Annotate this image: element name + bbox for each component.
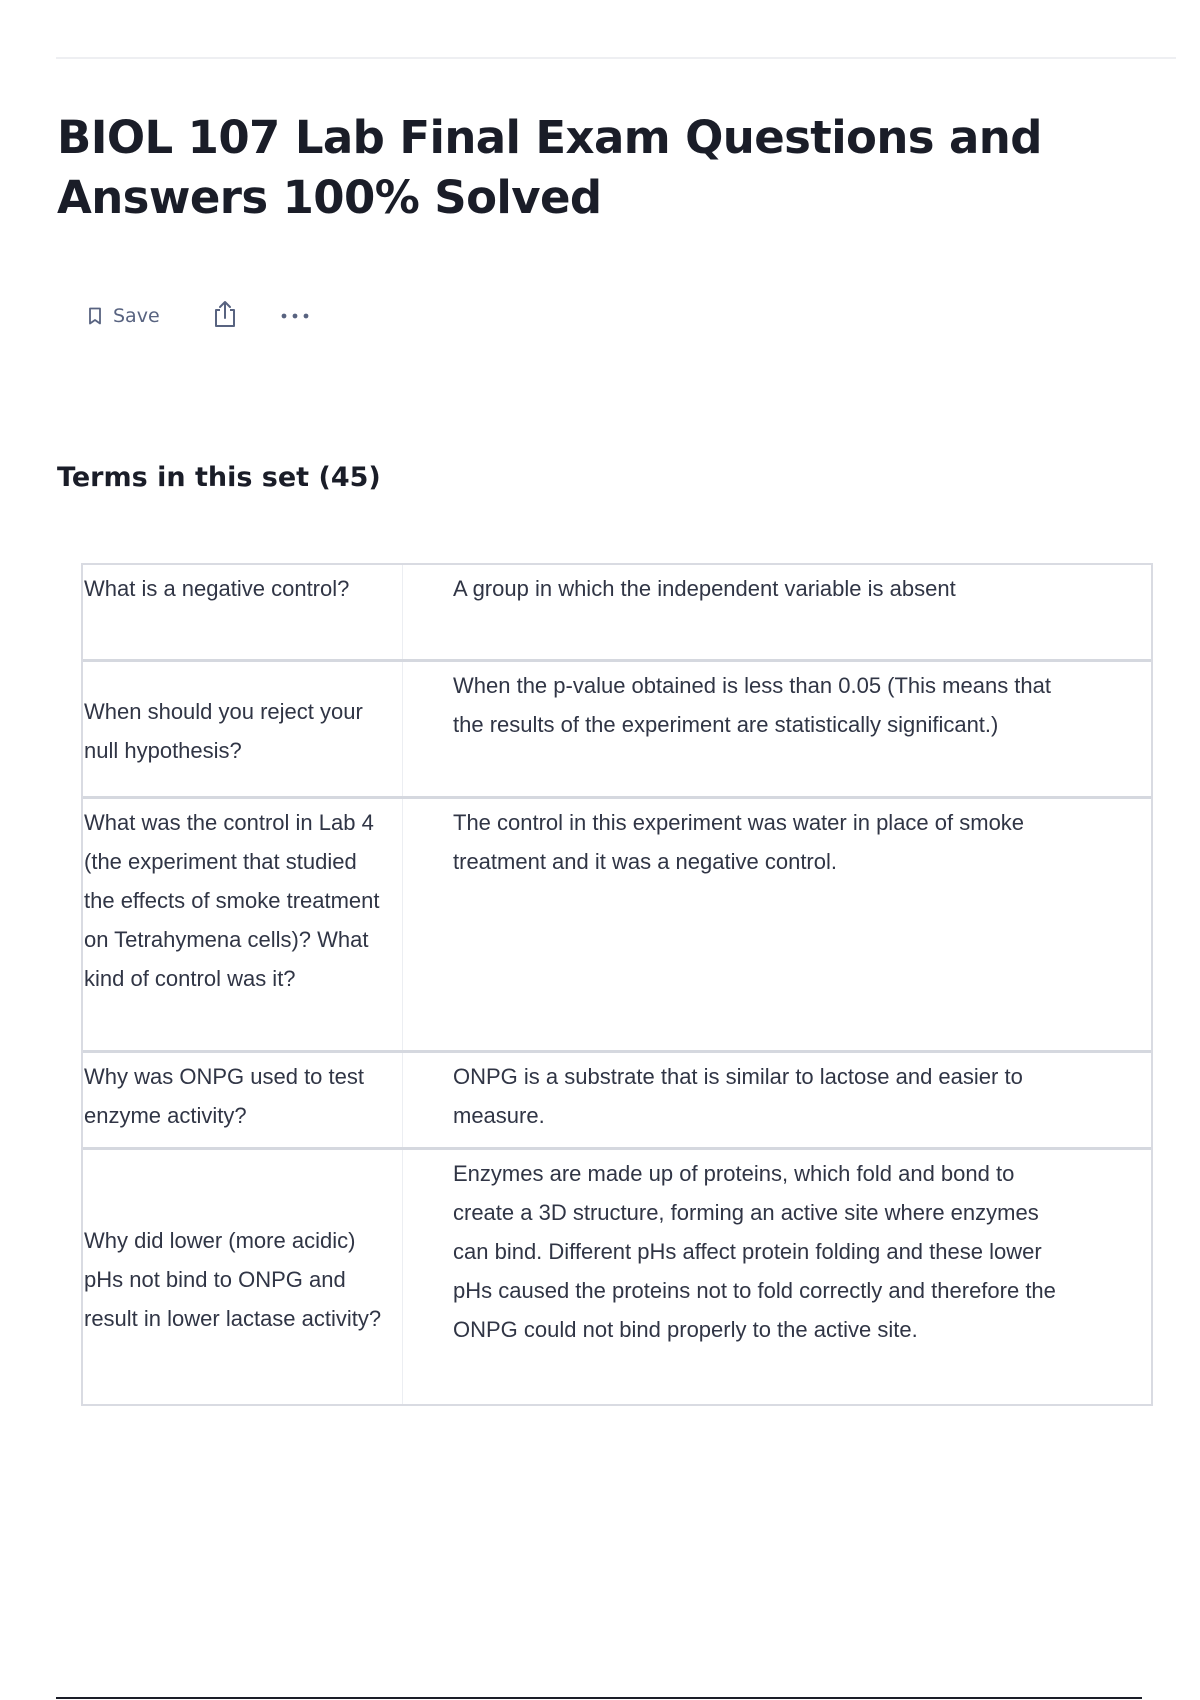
term-row[interactable] (83, 1053, 1151, 1150)
term-row[interactable] (83, 1150, 1151, 1404)
toolbar (88, 298, 310, 334)
definition-cell (403, 1150, 1151, 1404)
term-text: What was the control in Lab 4 (the experiment that studied the effects of smoke treatment on Tetrahymena cells)? What kind of control was it? (84, 810, 380, 991)
definition-text: ONPG is a substrate that is similar to lactose and easier to measure. (453, 1064, 1023, 1128)
bottom-divider (56, 1697, 1142, 1699)
term-text: Why was ONPG used to test enzyme activity? (84, 1064, 364, 1128)
page-title: BIOL 107 Lab Final Exam Questions and Answers 100% Solved (57, 111, 1042, 224)
definition-cell (403, 565, 1151, 659)
definition-cell (403, 799, 1151, 1050)
more-options-button[interactable] (280, 307, 310, 325)
term-cell (83, 799, 403, 1050)
share-icon (212, 299, 238, 334)
term-row[interactable] (83, 799, 1151, 1053)
definition-text: The control in this experiment was water in place of smoke treatment and it was a negative control. (453, 810, 1025, 874)
term-text: What is a negative control? (84, 576, 350, 601)
share-button[interactable] (212, 299, 238, 334)
definition-text: A group in which the independent variable is absent (453, 576, 956, 601)
terms-heading: Terms in this set (45) (57, 462, 381, 493)
term-text: Why did lower (more acidic) pHs not bind to ONPG and result in lower lactase activity? (84, 1227, 382, 1331)
term-row[interactable] (83, 662, 1151, 799)
bookmark-icon (88, 307, 102, 325)
definition-text: Enzymes are made up of proteins, which fold and bond to create a 3D structure, forming an active site where enzymes can bind. Different pHs affect protein folding and these lower pHs caused the proteins not to fold correctly and therefore the ONPG could not bind properly to the active site. (453, 1161, 1056, 1342)
definition-text: When the p-value obtained is less than 0.05 (This means that the results of the experiment are statistically significant.) (453, 673, 1052, 737)
term-row[interactable] (83, 565, 1151, 662)
term-text: When should you reject your null hypothesis? (84, 699, 363, 763)
save-button[interactable] (88, 305, 160, 327)
save-label: Save (113, 305, 160, 327)
term-cell (83, 662, 403, 796)
definition-cell (403, 662, 1151, 796)
term-cell (83, 1053, 403, 1147)
term-cell (83, 1150, 403, 1404)
terms-table (81, 563, 1153, 1406)
ellipsis-icon (280, 307, 310, 325)
term-cell (83, 565, 403, 659)
definition-cell (403, 1053, 1151, 1147)
top-divider (56, 57, 1176, 59)
